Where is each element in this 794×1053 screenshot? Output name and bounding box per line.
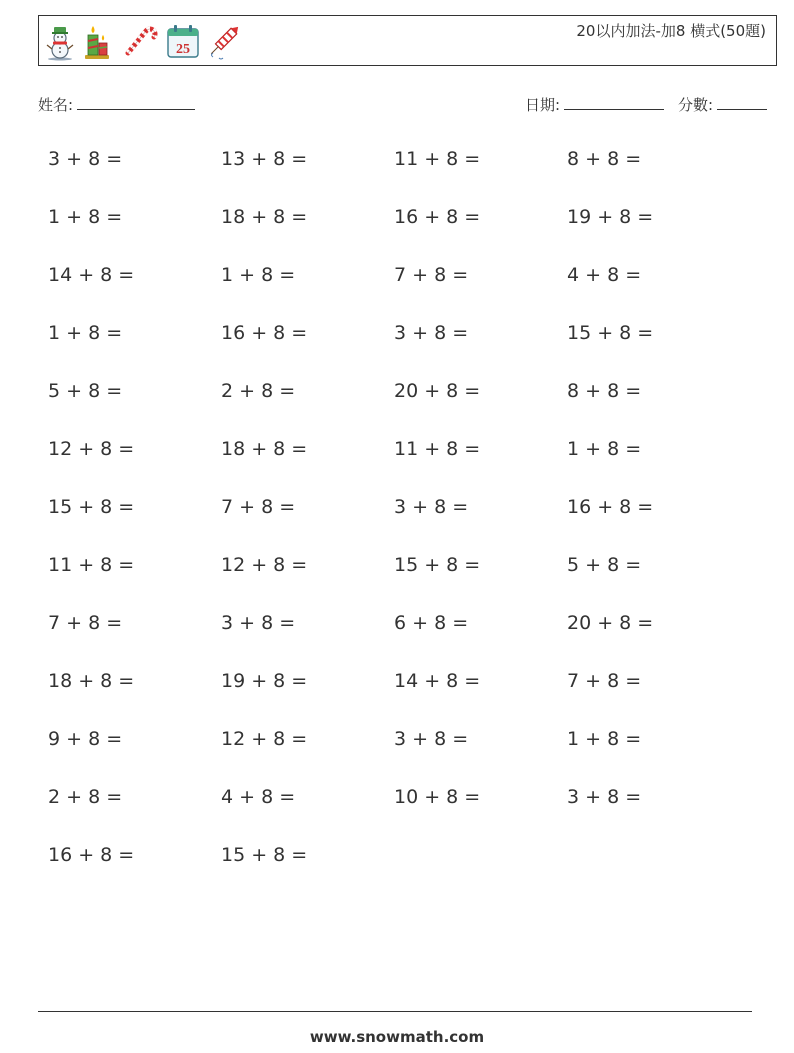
footer-website: www.snowmath.com <box>309 1028 485 1046</box>
problem-item: 1 + 8 = <box>221 264 296 286</box>
svg-text:25: 25 <box>176 42 190 57</box>
name-field <box>38 94 195 115</box>
problem-item: 4 + 8 = <box>567 264 642 286</box>
problem-item: 14 + 8 = <box>48 264 135 286</box>
problem-item: 12 + 8 = <box>221 554 308 576</box>
icon-strip <box>45 20 241 62</box>
problem-item: 12 + 8 = <box>48 438 135 460</box>
name-blank-line[interactable] <box>77 95 195 110</box>
problem-item: 1 + 8 = <box>567 438 642 460</box>
problem-item: 5 + 8 = <box>48 380 123 402</box>
problem-item: 2 + 8 = <box>48 786 123 808</box>
problem-item: 3 + 8 = <box>394 496 469 518</box>
problem-item: 9 + 8 = <box>48 728 123 750</box>
problem-item: 16 + 8 = <box>221 322 308 344</box>
problem-item: 8 + 8 = <box>567 148 642 170</box>
problem-item: 16 + 8 = <box>394 206 481 228</box>
problem-item: 15 + 8 = <box>567 322 654 344</box>
problem-item: 2 + 8 = <box>221 380 296 402</box>
problem-item: 7 + 8 = <box>48 612 123 634</box>
problem-item: 19 + 8 = <box>221 670 308 692</box>
worksheet-title: 20以内加法-加8 横式(50題) <box>576 22 766 40</box>
candy-cane-icon <box>119 21 159 61</box>
date-label: 日期: <box>525 96 561 114</box>
problem-item: 3 + 8 = <box>394 728 469 750</box>
problem-item: 1 + 8 = <box>48 322 123 344</box>
problem-item: 11 + 8 = <box>394 438 481 460</box>
problem-item: 16 + 8 = <box>567 496 654 518</box>
footer-divider <box>38 1011 752 1012</box>
problem-item: 13 + 8 = <box>221 148 308 170</box>
problem-item: 18 + 8 = <box>221 438 308 460</box>
problem-item: 3 + 8 = <box>394 322 469 344</box>
snowman-icon <box>45 21 75 61</box>
problem-item: 3 + 8 = <box>567 786 642 808</box>
score-field <box>678 94 767 115</box>
date-field <box>525 94 664 115</box>
problem-item: 11 + 8 = <box>48 554 135 576</box>
problem-item: 10 + 8 = <box>394 786 481 808</box>
problem-item: 18 + 8 = <box>48 670 135 692</box>
problem-item: 3 + 8 = <box>48 148 123 170</box>
header-box <box>38 15 777 66</box>
problem-item: 4 + 8 = <box>221 786 296 808</box>
problem-item: 7 + 8 = <box>394 264 469 286</box>
problem-item: 5 + 8 = <box>567 554 642 576</box>
problem-item: 14 + 8 = <box>394 670 481 692</box>
problem-item: 6 + 8 = <box>394 612 469 634</box>
score-label: 分數: <box>678 96 714 114</box>
score-blank-line[interactable] <box>717 95 767 110</box>
problem-item: 11 + 8 = <box>394 148 481 170</box>
problem-item: 20 + 8 = <box>394 380 481 402</box>
problem-item: 15 + 8 = <box>48 496 135 518</box>
problem-item: 1 + 8 = <box>48 206 123 228</box>
problem-item: 15 + 8 = <box>221 844 308 866</box>
problem-item: 20 + 8 = <box>567 612 654 634</box>
problem-item: 8 + 8 = <box>567 380 642 402</box>
problem-item: 1 + 8 = <box>567 728 642 750</box>
problem-item: 3 + 8 = <box>221 612 296 634</box>
date-blank-line[interactable] <box>564 95 664 110</box>
problem-item: 12 + 8 = <box>221 728 308 750</box>
problem-item: 16 + 8 = <box>48 844 135 866</box>
problem-item: 15 + 8 = <box>394 554 481 576</box>
problem-item: 19 + 8 = <box>567 206 654 228</box>
calendar-icon <box>166 21 200 61</box>
firework-rocket-icon <box>207 21 241 61</box>
problem-item: 18 + 8 = <box>221 206 308 228</box>
name-label: 姓名: <box>38 96 74 114</box>
problem-item: 7 + 8 = <box>567 670 642 692</box>
candles-icon <box>82 21 112 61</box>
problem-item: 7 + 8 = <box>221 496 296 518</box>
